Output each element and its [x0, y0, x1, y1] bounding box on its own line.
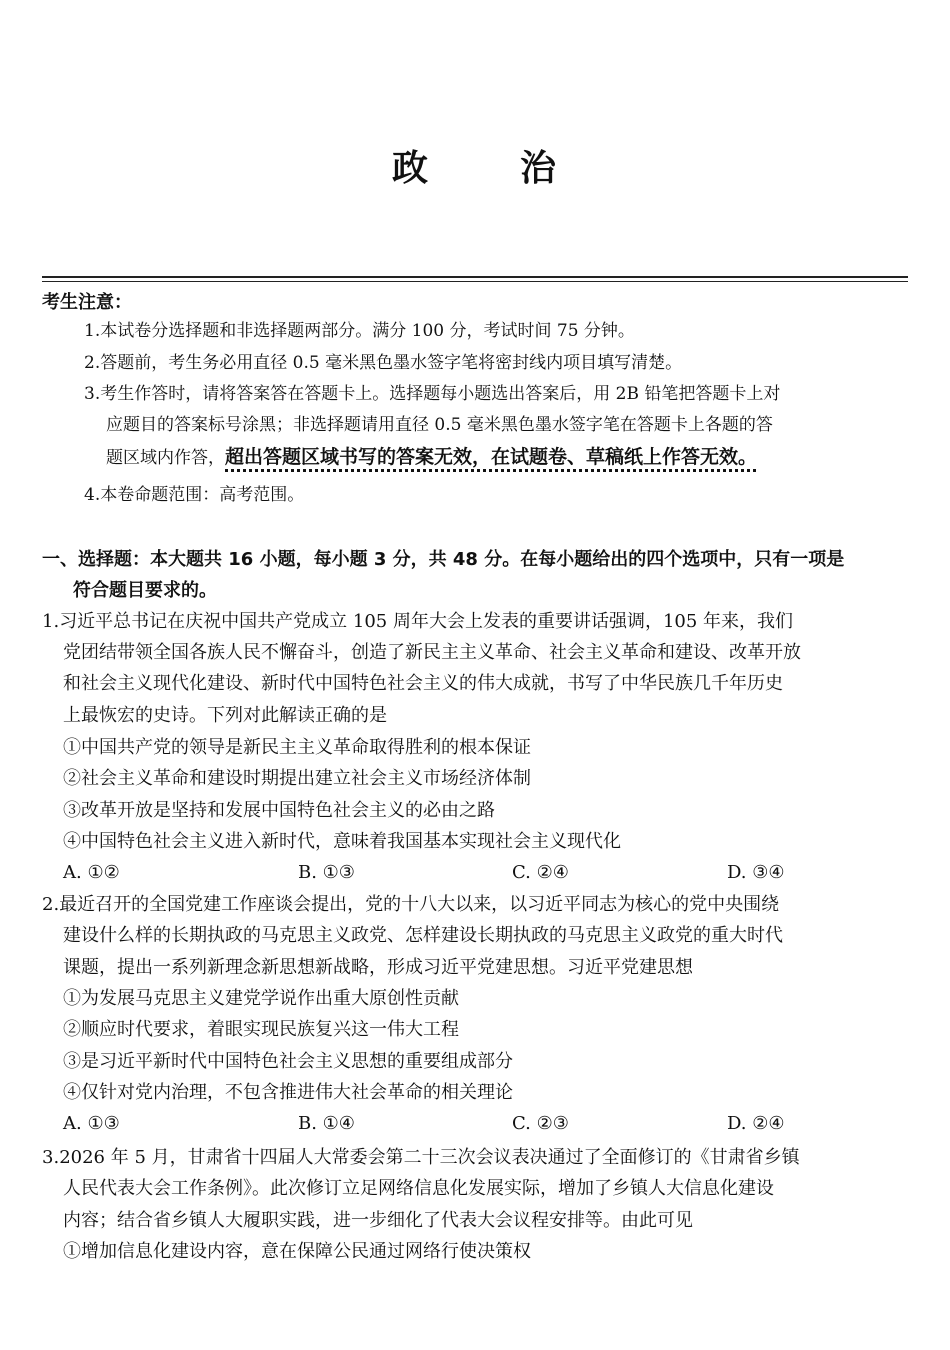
- section-heading-line-2: 符合题目要求的。: [73, 580, 217, 601]
- question-3-line-3: 内容；结合省乡镇人大履职实践，进一步细化了代表大会议程安排等。由此可见: [63, 1210, 693, 1231]
- question-1-line-1: 1.习近平总书记在庆祝中国共产党成立 105 周年大会上发表的重要讲话强调，105 年来，我们: [42, 611, 794, 632]
- question-1-statement-4: ④中国特色社会主义进入新时代，意味着我国基本实现社会主义现代化: [63, 831, 621, 852]
- question-2-option-c[interactable]: C. ②③: [512, 1113, 569, 1134]
- question-2-option-a[interactable]: A. ①③: [63, 1113, 120, 1134]
- notice-item-1: 1.本试卷分选择题和非选择题两部分。满分 100 分，考试时间 75 分钟。: [84, 321, 635, 341]
- question-2-statement-1: ①为发展马克思主义建党学说作出重大原创性贡献: [63, 988, 459, 1009]
- question-3-statement-1: ①增加信息化建设内容，意在保障公民通过网络行使决策权: [63, 1241, 531, 1262]
- notice-item-3-line-2: 应题目的答案标号涂黑；非选择题请用直径 0.5 毫米黑色墨水签字笔在答题卡上各题的答: [106, 415, 773, 435]
- question-3-line-1: 3.2026 年 5 月，甘肃省十四届人大常委会第二十三次会议表决通过了全面修订的《甘肃省乡镇: [42, 1147, 800, 1168]
- question-1-option-b[interactable]: B. ①③: [298, 862, 355, 883]
- question-1-option-d[interactable]: D. ③④: [727, 862, 785, 883]
- notice-item-3-line-3: 题区域内作答，超出答题区域书写的答案无效，在试题卷、草稿纸上作答无效。: [106, 446, 758, 468]
- question-3-line-2: 人民代表大会工作条例》。此次修订立足网络信息化发展实际，增加了乡镇人大信息化建设: [63, 1178, 774, 1199]
- question-1-line-3: 和社会主义现代化建设、新时代中国特色社会主义的伟大成就，书写了中华民族几千年历史: [63, 673, 783, 694]
- question-2-statement-4: ④仅针对党内治理，不包含推进伟大社会革命的相关理论: [63, 1082, 513, 1103]
- question-1-statement-3: ③改革开放是坚持和发展中国特色社会主义的必由之路: [63, 800, 495, 821]
- page-title: 政 治: [391, 148, 559, 189]
- question-1-statement-2: ②社会主义革命和建设时期提出建立社会主义市场经济体制: [63, 768, 531, 789]
- notice-item-3: 3.考生作答时，请将答案答在答题卡上。选择题每小题选出答案后，用 2B 铅笔把答题卡上对: [84, 384, 781, 404]
- question-2-statement-3: ③是习近平新时代中国特色社会主义思想的重要组成部分: [63, 1051, 513, 1072]
- emphasis-warning: 超出答题区域书写的答案无效，在试题卷、草稿纸上作答无效。: [225, 446, 758, 468]
- question-2-line-2: 建设什么样的长期执政的马克思主义政党、怎样建设长期执政的马克思主义政党的重大时代: [63, 925, 783, 946]
- header-divider: [42, 276, 908, 278]
- question-1-option-c[interactable]: C. ②④: [512, 862, 569, 883]
- header-divider-thin: [42, 281, 908, 282]
- notice-heading: 考生注意：: [42, 292, 132, 313]
- question-1-option-a[interactable]: A. ①②: [63, 862, 120, 883]
- notice-item-2: 2.答题前，考生务必用直径 0.5 毫米黑色墨水签字笔将密封线内项目填写清楚。: [84, 353, 683, 373]
- question-2-line-3: 课题，提出一系列新理念新思想新战略，形成习近平党建思想。习近平党建思想: [63, 957, 693, 978]
- question-2-line-1: 2.最近召开的全国党建工作座谈会提出，党的十八大以来，以习近平同志为核心的党中央围绕: [42, 894, 780, 915]
- question-1-statement-1: ①中国共产党的领导是新民主主义革命取得胜利的根本保证: [63, 737, 531, 758]
- question-1-line-2: 党团结带领全国各族人民不懈奋斗，创造了新民主主义革命、社会主义革命和建设、改革开放: [63, 642, 801, 663]
- question-2-option-d[interactable]: D. ②④: [727, 1113, 785, 1134]
- question-2-statement-2: ②顺应时代要求，着眼实现民族复兴这一伟大工程: [63, 1019, 459, 1040]
- question-1-line-4: 上最恢宏的史诗。下列对此解读正确的是: [63, 705, 387, 726]
- question-2-option-b[interactable]: B. ①④: [298, 1113, 355, 1134]
- notice-item-4: 4.本卷命题范围：高考范围。: [84, 485, 305, 505]
- section-heading: 一、选择题：本大题共 16 小题，每小题 3 分，共 48 分。在每小题给出的四个选项中，只有一项是: [42, 549, 845, 570]
